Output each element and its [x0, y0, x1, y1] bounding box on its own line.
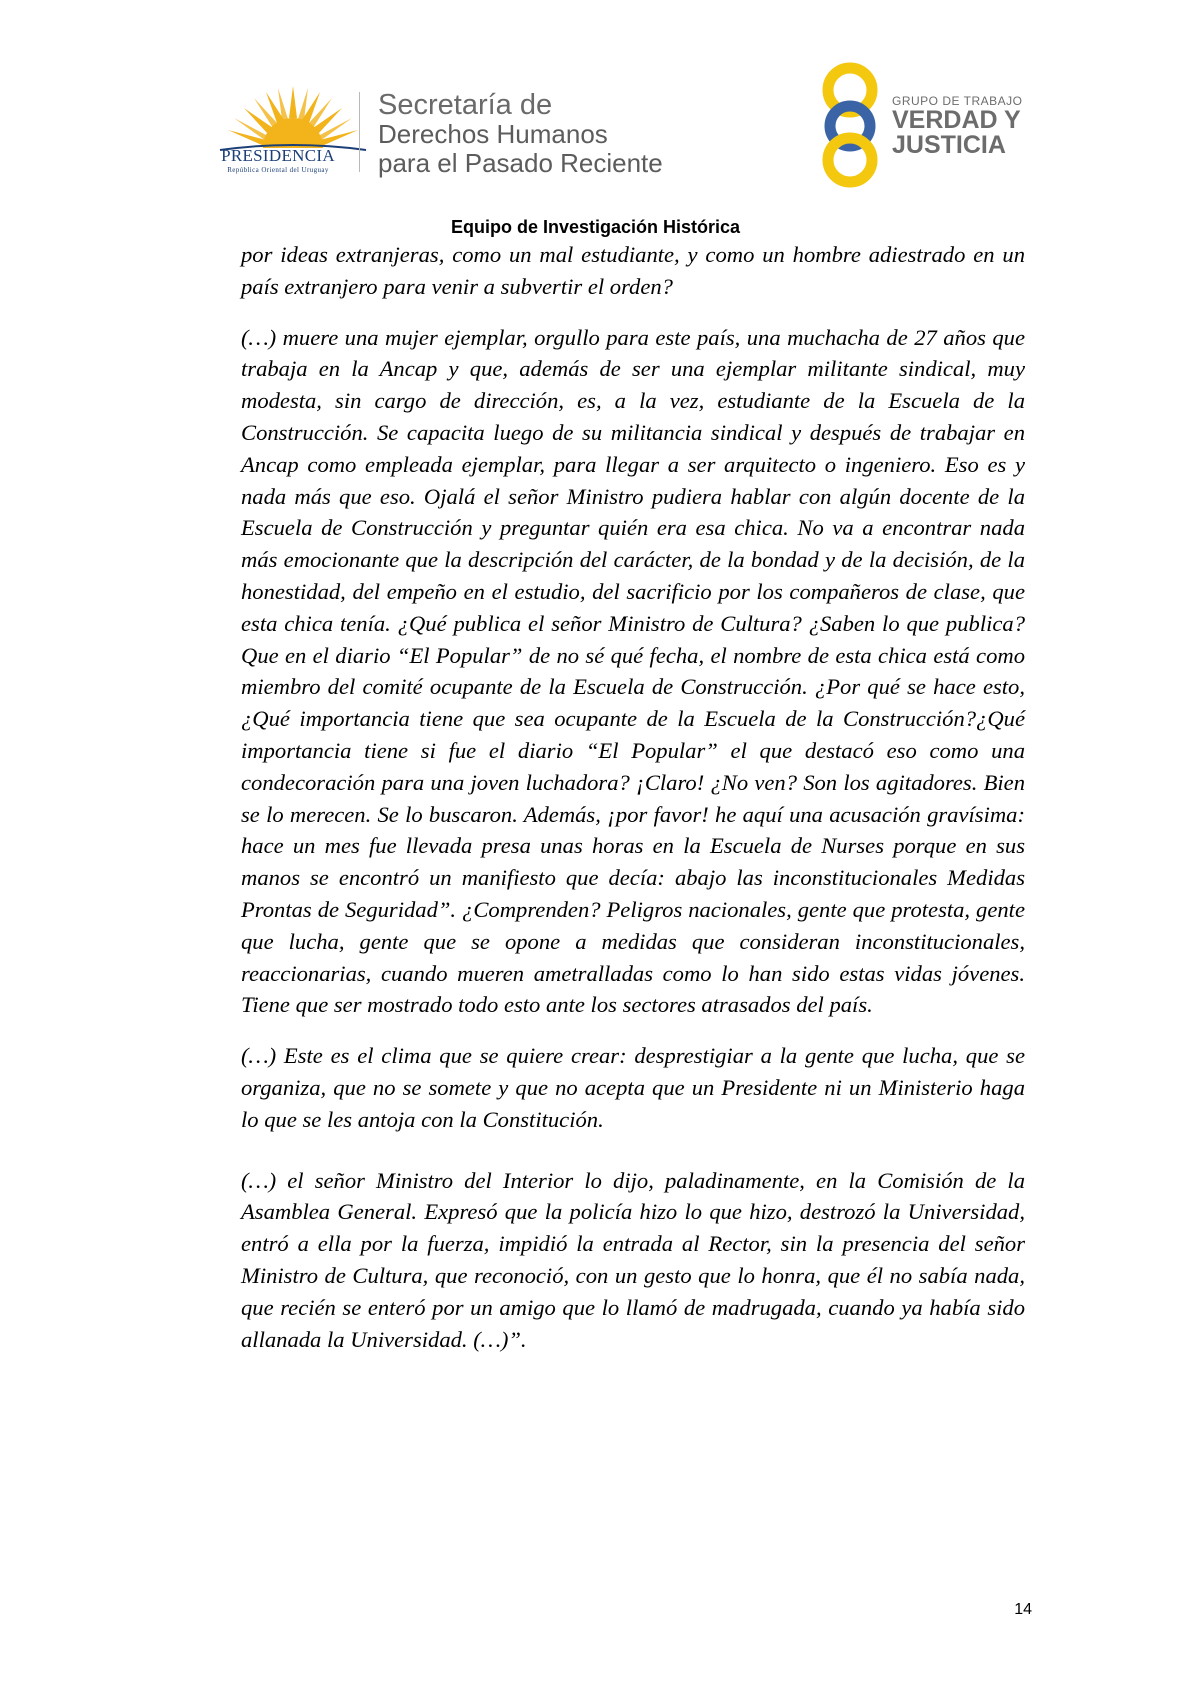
secretaria-logo-text [378, 90, 663, 178]
secretaria-line-3: para el Pasado Reciente [378, 148, 663, 178]
header-divider [359, 92, 360, 172]
paragraph-3: (…) Este es el clima que se quiere crear: desprestigiar a la gente que lucha, que se organiza, que no se somete y que no acepta que un Presidente ni un Ministerio haga lo que se les antoja con la Constitución. [241, 1043, 1025, 1132]
secretaria-line-2: Derechos Humanos [378, 119, 608, 149]
page-number: 14 [1014, 1601, 1032, 1618]
team-title: Equipo de Investigación Histórica [450, 217, 741, 237]
paragraph-4: (…) el señor Ministro del Interior lo dijo, paladinamente, en la Comisión de la Asamblea General. Expresó que la policía hizo lo que hizo, destrozó la Universidad, entró a ella por la fuerza, impidió la entrada al Rector, sin la presencia del señor Ministro de Cultura, que reconoció, con un gesto que lo honra, que él no sabía nada, que recién se enteró por un amigo que lo llamó de madrugada, cuando ya había sido allanada la Universidad. (…)”. [241, 1167, 1025, 1352]
secretaria-line-1: Secretaría de [378, 89, 553, 121]
paragraph-1: por ideas extranjeras, como un mal estudiante, y como un hombre adiestrado en un país extranjero para venir a subvertir el orden? [241, 242, 1025, 299]
grupo-line-3: JUSTICIA [892, 131, 1006, 159]
verdad-justicia-logo-text [892, 94, 1022, 158]
verdad-justicia-rings-logo-icon [806, 60, 898, 190]
presidencia-subtitle: República Oriental del Uruguay [227, 166, 329, 174]
grupo-line-2: VERDAD Y [892, 106, 1021, 134]
presidencia-label: PRESIDENCIA [221, 146, 335, 165]
paragraph-2: (…) muere una mujer ejemplar, orgullo para este país, una muchacha de 27 años que trabaja en la Ancap y que, además de ser una ejemplar militante sindical, muy modesta, sin cargo de dirección, es, a la vez, estudiante de la Escuela de la Construcción. Se capacita luego de su militancia sindical y después de trabajar en Ancap como empleada ejemplar, para llegar a ser arquitecto o ingeniero. Eso es y nada más que eso. Ojalá el señor Ministro pudiera hablar con algún docente de la Escuela de Construcción y preguntar quién era esa chica. No va a encontrar nada más emocionante que la descripción del carácter, de la bondad y de la decisión, de la honestidad, del empeño en el estudio, del sacrificio por los compañeros de clase, que esta chica tenía. ¿Qué publica el señor Ministro de Cultura? ¿Saben lo que publica? Que en el diario “El Popular” de no sé qué fecha, el nombre de esta chica está como miembro del comité ocupante de la Escuela de Construcción. ¿Por qué se hace esto, ¿Qué importancia tiene que sea ocupante de la Escuela de la Construcción?¿Qué importancia tiene si fue el diario “El Popular” el que destacó eso como una condecoración para una joven luchadora? ¡Claro! ¿No ven? Son los agitadores. Bien se lo merecen. Se lo buscaron. Además, ¡por favor! he aquí una acusación gravísima: hace un mes fue llevada presa unas horas en la Escuela de Nurses porque en sus manos se encontró un manifiesto que decía: abajo las inconstitucionales Medidas Prontas de Seguridad”. ¿Comprenden? Peligros nacionales, gente que protesta, gente que lucha, gente que se opone a medidas que consideran inconstitucionales, reaccionarias, cuando mueren ametralladas como lo han sido estas vidas jóvenes. Tiene que ser mostrado todo esto ante los sectores atrasados del país. [241, 324, 1025, 1018]
page-header [0, 0, 1191, 220]
grupo-line-1: GRUPO DE TRABAJO [892, 94, 1023, 108]
document-body [241, 239, 1025, 1374]
